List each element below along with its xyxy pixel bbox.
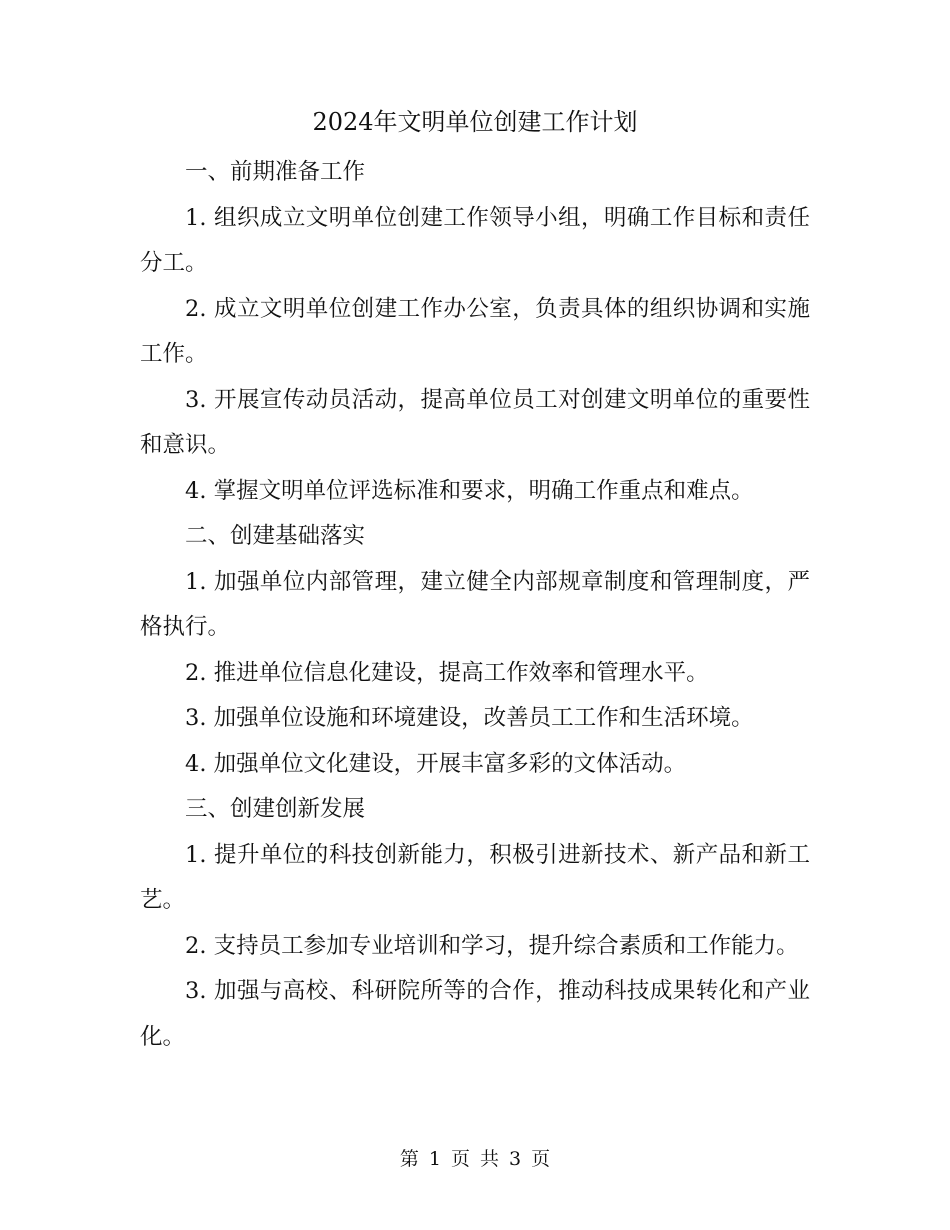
page-footer: 第 1 页 共 3 页 xyxy=(399,1148,551,1170)
document-title: 2024年文明单位创建工作计划 xyxy=(312,108,638,136)
list-item: 4. 掌握文明单位评选标准和要求，明确工作重点和难点。 xyxy=(185,477,754,504)
list-item: 1. 组织成立文明单位创建工作领导小组，明确工作目标和责任分工。 xyxy=(140,204,810,276)
list-item: 1. 提升单位的科技创新能力，积极引进新技术、新产品和新工艺。 xyxy=(140,841,810,913)
list-item: 1. 加强单位内部管理，建立健全内部规章制度和管理制度，严格执行。 xyxy=(140,568,810,640)
document-body xyxy=(140,150,810,1060)
list-item: 3. 加强与高校、科研院所等的合作，推动科技成果转化和产业化。 xyxy=(140,978,810,1050)
section-heading: 三、创建创新发展 xyxy=(185,796,366,822)
list-item: 3. 开展宣传动员活动，提高单位员工对创建文明单位的重要性和意识。 xyxy=(140,386,810,458)
list-item: 2. 推进单位信息化建设，提高工作效率和管理水平。 xyxy=(185,659,709,686)
list-item: 3. 加强单位设施和环境建设，改善员工工作和生活环境。 xyxy=(185,705,754,731)
list-item: 4. 加强单位文化建设，开展丰富多彩的文体活动。 xyxy=(185,750,687,777)
list-item: 2. 成立文明单位创建工作办公室，负责具体的组织协调和实施工作。 xyxy=(140,295,810,367)
section-heading: 一、前期准备工作 xyxy=(185,159,366,185)
section-heading: 二、创建基础落实 xyxy=(185,523,366,549)
list-item: 2. 支持员工参加专业培训和学习，提升综合素质和工作能力。 xyxy=(185,932,799,959)
